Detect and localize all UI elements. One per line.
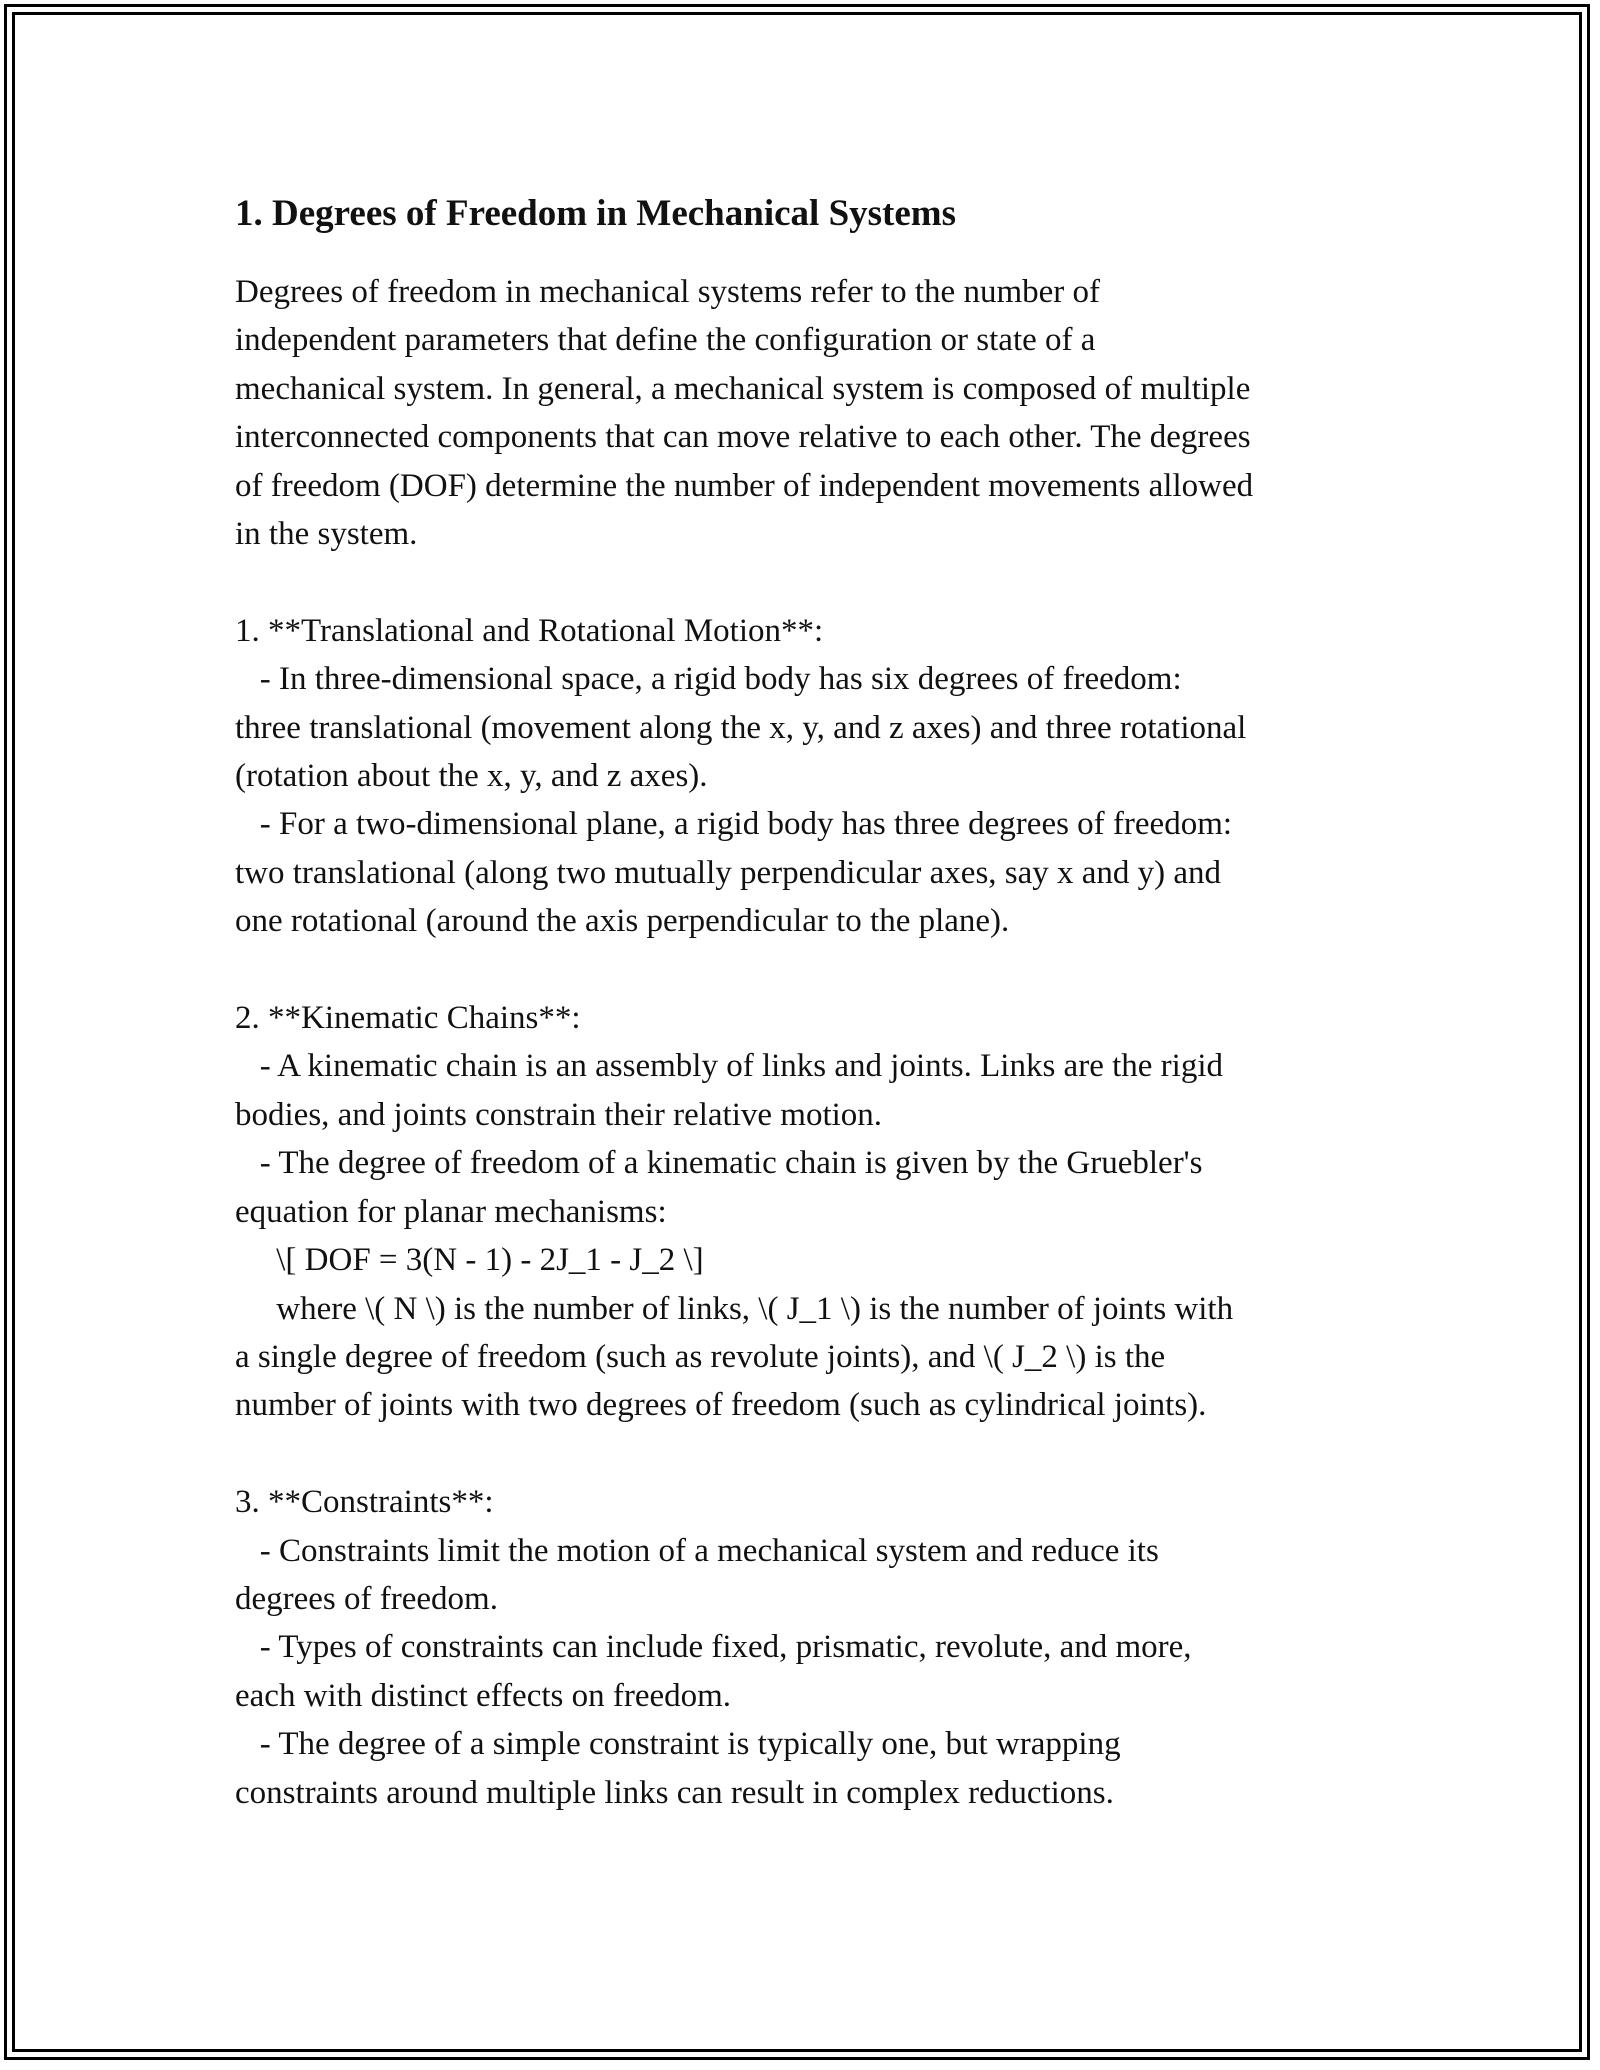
- section-constraints: 3. **Constraints**: - Constraints limit the motion of a mechanical system and reduce its degrees of freedom. - Types of constraints can include fixed, prismatic, revolute, and more, each with distinct effects on freedom. - The degree of a simple constraint is typically one, but wrapping constraints around multiple links can result in complex reductions.: [235, 1484, 1192, 1811]
- document-body: [235, 188, 1385, 1817]
- section-kinematic-chains: 2. **Kinematic Chains**: - A kinematic chain is an assembly of links and joints. Links are the rigid bodies, and joints constrain their relative motion. - The degree of freedom of a kinematic chain is given by the Gruebler's equation for planar mechanisms: \[ DOF = 3(N - 1) - 2J_1 - J_2 \] where \( N \) is the number of links, \( J_1 \) is the number of joints with a single degree of freedom (such as revolute joints), and \( J_2 \) is the number of joints with two degrees of freedom (such as cylindrical joints).: [235, 1000, 1234, 1424]
- intro-paragraph: Degrees of freedom in mechanical systems refer to the number of independent parameters that define the configuration or state of a mechanical system. In general, a mechanical system is composed of multiple interconnected components that can move relative to each other. The degrees of freedom (DOF) determine the number of independent movements allowed in the system.: [235, 274, 1254, 553]
- document-title: 1. Degrees of Freedom in Mechanical Systems: [235, 193, 957, 234]
- section-translational-rotational: 1. **Translational and Rotational Motion**: - In three-dimensional space, a rigid body has six degrees of freedom: three translational (movement along the x, y, and z axes) and three rotational (rotation about the x, y, and z axes). - For a two-dimensional plane, a rigid body has three degrees of freedom: two translational (along two mutually perpendicular axes, say x and y) and one rotational (around the axis perpendicular to the plane).: [235, 612, 1247, 940]
